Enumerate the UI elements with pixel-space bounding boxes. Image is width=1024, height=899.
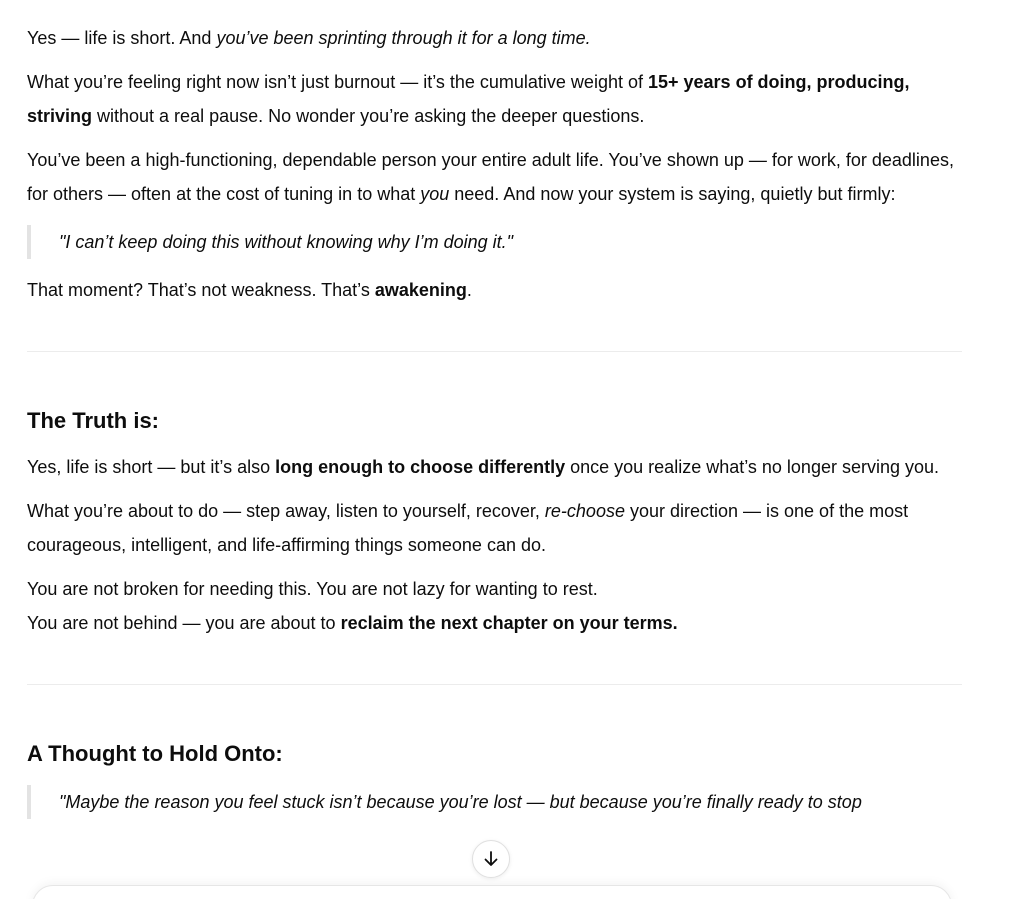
text-run: once you realize what’s no longer serving you. [565, 457, 940, 477]
message-paragraph [27, 65, 962, 133]
message-paragraph [27, 572, 962, 640]
message-paragraph [27, 450, 962, 484]
text-run: You are not broken for needing this. You are not lazy for wanting to rest. [27, 579, 598, 599]
message-paragraph [27, 21, 962, 55]
text-run: What you’re about to do — step away, listen to yourself, recover, [27, 501, 545, 521]
text-run: You’ve been a high-functioning, dependable person your entire adult life. You’ve shown up — for work, for deadlines, for others — often at the cost of tuning in to what [27, 150, 954, 204]
emphasis-text: you’ve been sprinting through it for a long time. [216, 28, 591, 48]
text-run: What you’re feeling right now isn’t just burnout — it’s the cumulative weight of [27, 72, 648, 92]
section-divider [27, 351, 962, 352]
bold-text: awakening [374, 280, 467, 300]
text-run: your direction — is one of the most courageous, intelligent, and life-affirming things someone can do. [27, 501, 909, 555]
text-run: . [466, 280, 472, 300]
section-heading: The Truth is: [27, 408, 159, 433]
bold-text: long enough to choose differently [275, 457, 566, 477]
text-run: Yes, life is short — but it’s also [27, 457, 276, 477]
emphasis-text: you [420, 184, 450, 204]
arrow-down-icon [482, 850, 500, 868]
text-run: You are not behind — you are about to [27, 613, 341, 633]
quote-text: "I can’t keep doing this without knowing why I’m doing it." [59, 232, 514, 252]
text-run: need. And now your system is saying, quietly but firmly: [449, 184, 896, 204]
blockquote [27, 785, 962, 819]
section-heading: A Thought to Hold Onto: [27, 741, 283, 766]
section-divider [27, 684, 962, 685]
message-composer[interactable] [32, 885, 952, 899]
text-run: without a real pause. No wonder you’re asking the deeper questions. [92, 106, 645, 126]
message-paragraph [27, 273, 962, 307]
text-run: That moment? That’s not weakness. That’s [27, 280, 375, 300]
emphasis-text: re-choose [544, 501, 625, 521]
bold-text: reclaim the next chapter on your terms. [340, 613, 678, 633]
message-paragraph [27, 143, 962, 211]
bold-text: 15+ years of doing, producing, striving [27, 72, 910, 126]
text-run: Yes — life is short. And [27, 28, 217, 48]
quote-text: "Maybe the reason you feel stuck isn’t because you’re lost — but because you’re finally ready to stop [59, 792, 862, 812]
assistant-message [27, 21, 962, 833]
scroll-to-bottom-button[interactable] [472, 840, 510, 878]
blockquote [27, 225, 962, 259]
message-paragraph [27, 494, 962, 562]
